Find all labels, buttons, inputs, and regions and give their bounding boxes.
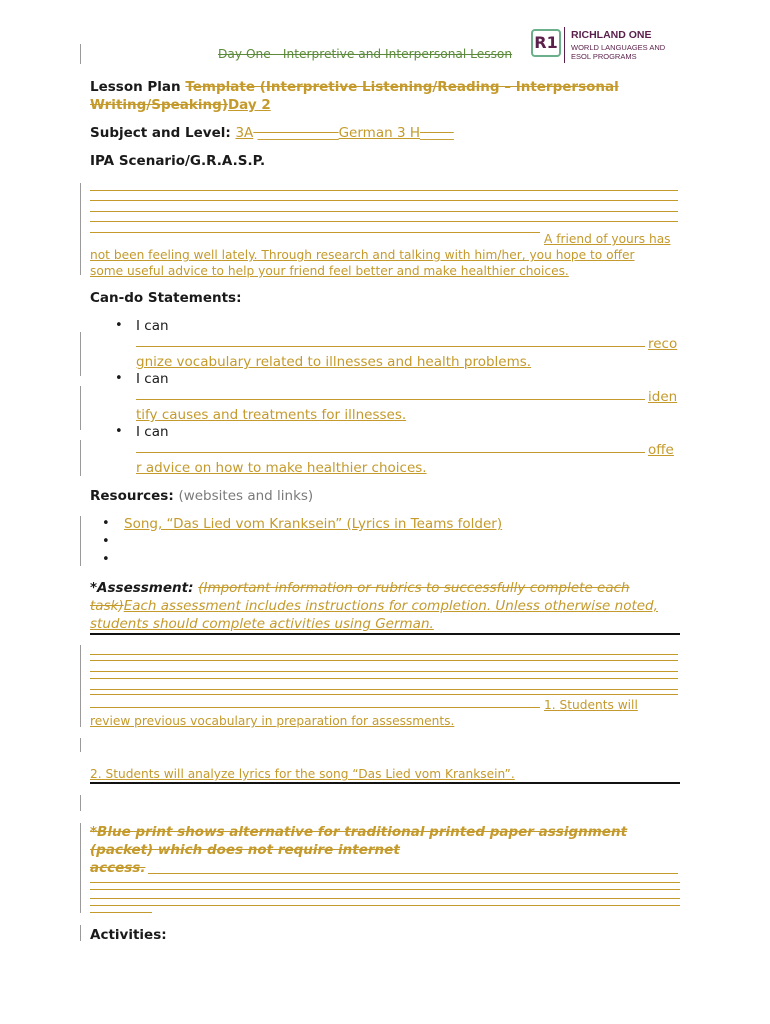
blueprint-line-2: (packet) which does not require internet xyxy=(90,842,400,858)
lesson-plan-heading-line2 xyxy=(90,97,271,114)
assessment-step-1a: 1. Students will xyxy=(544,698,638,712)
lesson-plan-heading xyxy=(90,79,619,96)
deleted-line xyxy=(90,190,678,191)
cando-head: iden xyxy=(648,389,678,405)
subject-blank-1: ____________ xyxy=(253,125,339,141)
cando-text: r advice on how to make healthier choices. xyxy=(136,460,427,476)
resource-link-song[interactable]: Song, “Das Lied vom Kranksein” (Lyrics in Teams folder) xyxy=(124,516,503,532)
deleted-line xyxy=(90,912,152,913)
cando-head: reco xyxy=(648,336,678,352)
richland-one-logo xyxy=(531,27,671,67)
change-bar xyxy=(80,516,81,566)
resources-label: Resources: xyxy=(90,488,179,504)
scenario-text-2: not been feeling well lately. Through research and talking with him/her, you hope to offer xyxy=(90,248,635,262)
cando-head: offe xyxy=(648,442,674,458)
logo-subtitle: WORLD LANGUAGES AND ESOL PROGRAMS xyxy=(571,43,666,61)
subject-level xyxy=(90,125,454,142)
deleted-line xyxy=(90,707,540,708)
change-bar xyxy=(80,795,81,811)
deleted-line xyxy=(90,221,678,222)
assessment-line2 xyxy=(90,598,658,615)
logo-mark: R1 xyxy=(531,29,561,57)
deleted-line xyxy=(136,346,645,347)
deleted-line xyxy=(90,905,680,906)
divider xyxy=(90,782,680,784)
cando-prefix: I can xyxy=(136,424,169,440)
scenario-text-3: some useful advice to help your friend feel better and make healthier choices. xyxy=(90,264,569,278)
header-title: Day One - Interpretive and Interpersonal Lesson xyxy=(218,47,513,61)
logo-name: RICHLAND ONE xyxy=(571,29,652,41)
lesson-plan-day: Day 2 xyxy=(227,97,271,113)
deleted-line xyxy=(90,200,678,201)
deleted-line xyxy=(90,654,678,655)
change-bar xyxy=(80,645,81,727)
bullet: • xyxy=(115,424,123,439)
deleted-line xyxy=(90,898,680,899)
lesson-plan-label: Lesson Plan xyxy=(90,79,186,95)
change-bar xyxy=(80,183,81,275)
deleted-line xyxy=(136,399,645,400)
assessment-deleted: (Important information or rubrics to successfully complete each xyxy=(198,580,630,596)
resources-heading xyxy=(90,488,313,505)
assessment-deleted-2: task) xyxy=(90,598,124,614)
deleted-line xyxy=(90,694,678,695)
blueprint-line-1: *Blue print shows alternative for traditional printed paper assignment xyxy=(90,824,628,840)
subject-label: Subject and Level: xyxy=(90,125,236,141)
subject-blank-2: _____ xyxy=(419,125,454,141)
divider xyxy=(90,633,680,635)
deleted-line xyxy=(90,689,678,690)
logo-separator xyxy=(564,27,565,63)
cando-text: tify causes and treatments for illnesses. xyxy=(136,407,407,423)
deleted-line xyxy=(90,671,678,672)
bullet: • xyxy=(102,552,110,567)
assessment-label: *Assessment: xyxy=(90,580,199,596)
subject-value-german: German 3 H xyxy=(338,125,420,141)
change-bar xyxy=(80,925,81,941)
assessment-step-1b: review previous vocabulary in preparation for assessments. xyxy=(90,714,455,728)
cando-prefix: I can xyxy=(136,371,169,387)
lesson-plan-deleted: Template (Interpretive Listening/Reading – Interpersonal xyxy=(185,79,619,95)
change-bar xyxy=(80,332,81,376)
change-bar xyxy=(80,823,81,913)
subject-value-3a: 3A xyxy=(235,125,254,141)
bullet: • xyxy=(102,534,110,549)
scenario-text-1: A friend of yours has xyxy=(544,232,671,246)
bullet: • xyxy=(115,318,123,333)
change-bar xyxy=(80,44,81,64)
bullet: • xyxy=(102,516,110,531)
bullet: • xyxy=(115,371,123,386)
deleted-line xyxy=(90,660,678,661)
deleted-line xyxy=(90,889,680,890)
cando-prefix: I can xyxy=(136,318,169,334)
change-bar xyxy=(80,440,81,476)
change-bar xyxy=(80,386,81,430)
deleted-line xyxy=(90,232,540,233)
assessment-heading xyxy=(90,580,630,597)
resources-hint: (websites and links) xyxy=(178,488,314,504)
lesson-plan-deleted-2: Writing/Speaking) xyxy=(90,97,228,113)
activities-label: Activities: xyxy=(90,927,167,943)
blueprint-line-3: access. xyxy=(90,860,146,876)
deleted-line xyxy=(90,211,678,212)
cando-label: Can-do Statements: xyxy=(90,290,242,306)
change-bar xyxy=(80,738,81,752)
assessment-instructions-1: Each assessment includes instructions for completion. Unless otherwise noted, xyxy=(123,598,658,614)
deleted-line xyxy=(136,452,645,453)
deleted-line xyxy=(148,873,678,874)
cando-text: gnize vocabulary related to illnesses and health problems. xyxy=(136,354,532,370)
assessment-step-2: 2. Students will analyze lyrics for the song “Das Lied vom Kranksein”. xyxy=(90,767,515,781)
deleted-line xyxy=(90,882,680,883)
scenario-label: IPA Scenario/G.R.A.S.P. xyxy=(90,153,266,169)
deleted-line xyxy=(90,678,678,679)
assessment-instructions-2: students should complete activities using German. xyxy=(90,616,434,632)
